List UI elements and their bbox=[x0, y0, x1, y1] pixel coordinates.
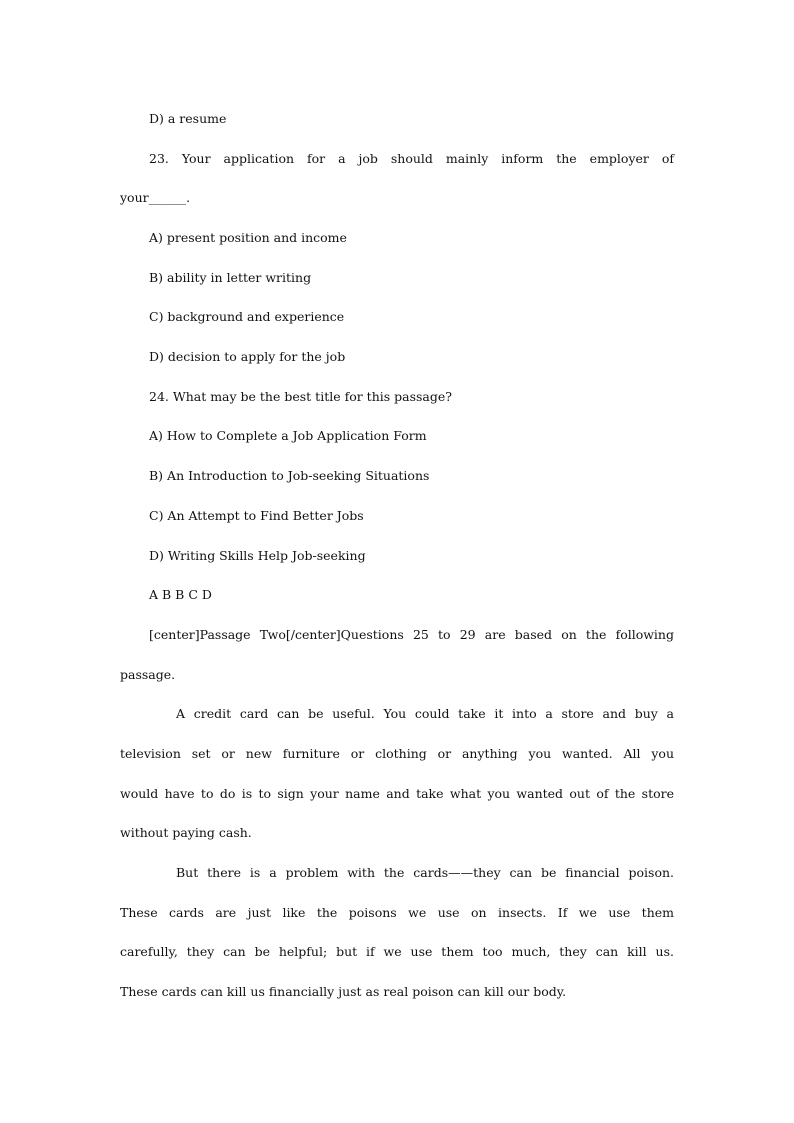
option-22-d: D) a resume bbox=[149, 111, 227, 126]
passage-two-heading: [center]Passage Two[/center]Questions 25 to 29 are based on the following bbox=[149, 627, 674, 642]
option-24-d: D) Writing Skills Help Job-seeking bbox=[149, 548, 366, 563]
passage-paragraph-2-line-4: These cards can kill us financially just as real poison can kill our body. bbox=[120, 984, 567, 999]
passage-paragraph-2-line-3: carefully, they can be helpful; but if we use them too much, they can kill us. bbox=[120, 944, 674, 959]
passage-two-heading-continuation: passage. bbox=[120, 667, 176, 682]
option-24-a: A) How to Complete a Job Application Form bbox=[149, 428, 427, 443]
option-23-b: B) ability in letter writing bbox=[149, 270, 312, 285]
passage-paragraph-1-line-3: would have to do is to sign your name and take what you wanted out of the store bbox=[120, 786, 674, 801]
passage-paragraph-2-line-2: These cards are just like the poisons we use on insects. If we use them bbox=[120, 905, 674, 920]
passage-paragraph-1-line-1: A credit card can be useful. You could take it into a store and buy a bbox=[176, 706, 674, 721]
question-23-continuation: your______. bbox=[120, 190, 191, 205]
question-24: 24. What may be the best title for this passage? bbox=[149, 389, 452, 404]
option-23-a: A) present position and income bbox=[149, 230, 347, 245]
passage-paragraph-1-line-2: television set or new furniture or clothing or anything you wanted. All you bbox=[120, 746, 674, 761]
option-24-c: C) An Attempt to Find Better Jobs bbox=[149, 508, 364, 523]
question-23: 23. Your application for a job should mainly inform the employer of bbox=[149, 151, 674, 166]
passage-paragraph-1-line-4: without paying cash. bbox=[120, 825, 252, 840]
option-23-c: C) background and experience bbox=[149, 309, 345, 324]
option-23-d: D) decision to apply for the job bbox=[149, 349, 346, 364]
option-24-b: B) An Introduction to Job-seeking Situations bbox=[149, 468, 430, 483]
answer-key: A B B C D bbox=[149, 587, 212, 602]
passage-paragraph-2-line-1: But there is a problem with the cards——they can be financial poison. bbox=[176, 865, 674, 880]
